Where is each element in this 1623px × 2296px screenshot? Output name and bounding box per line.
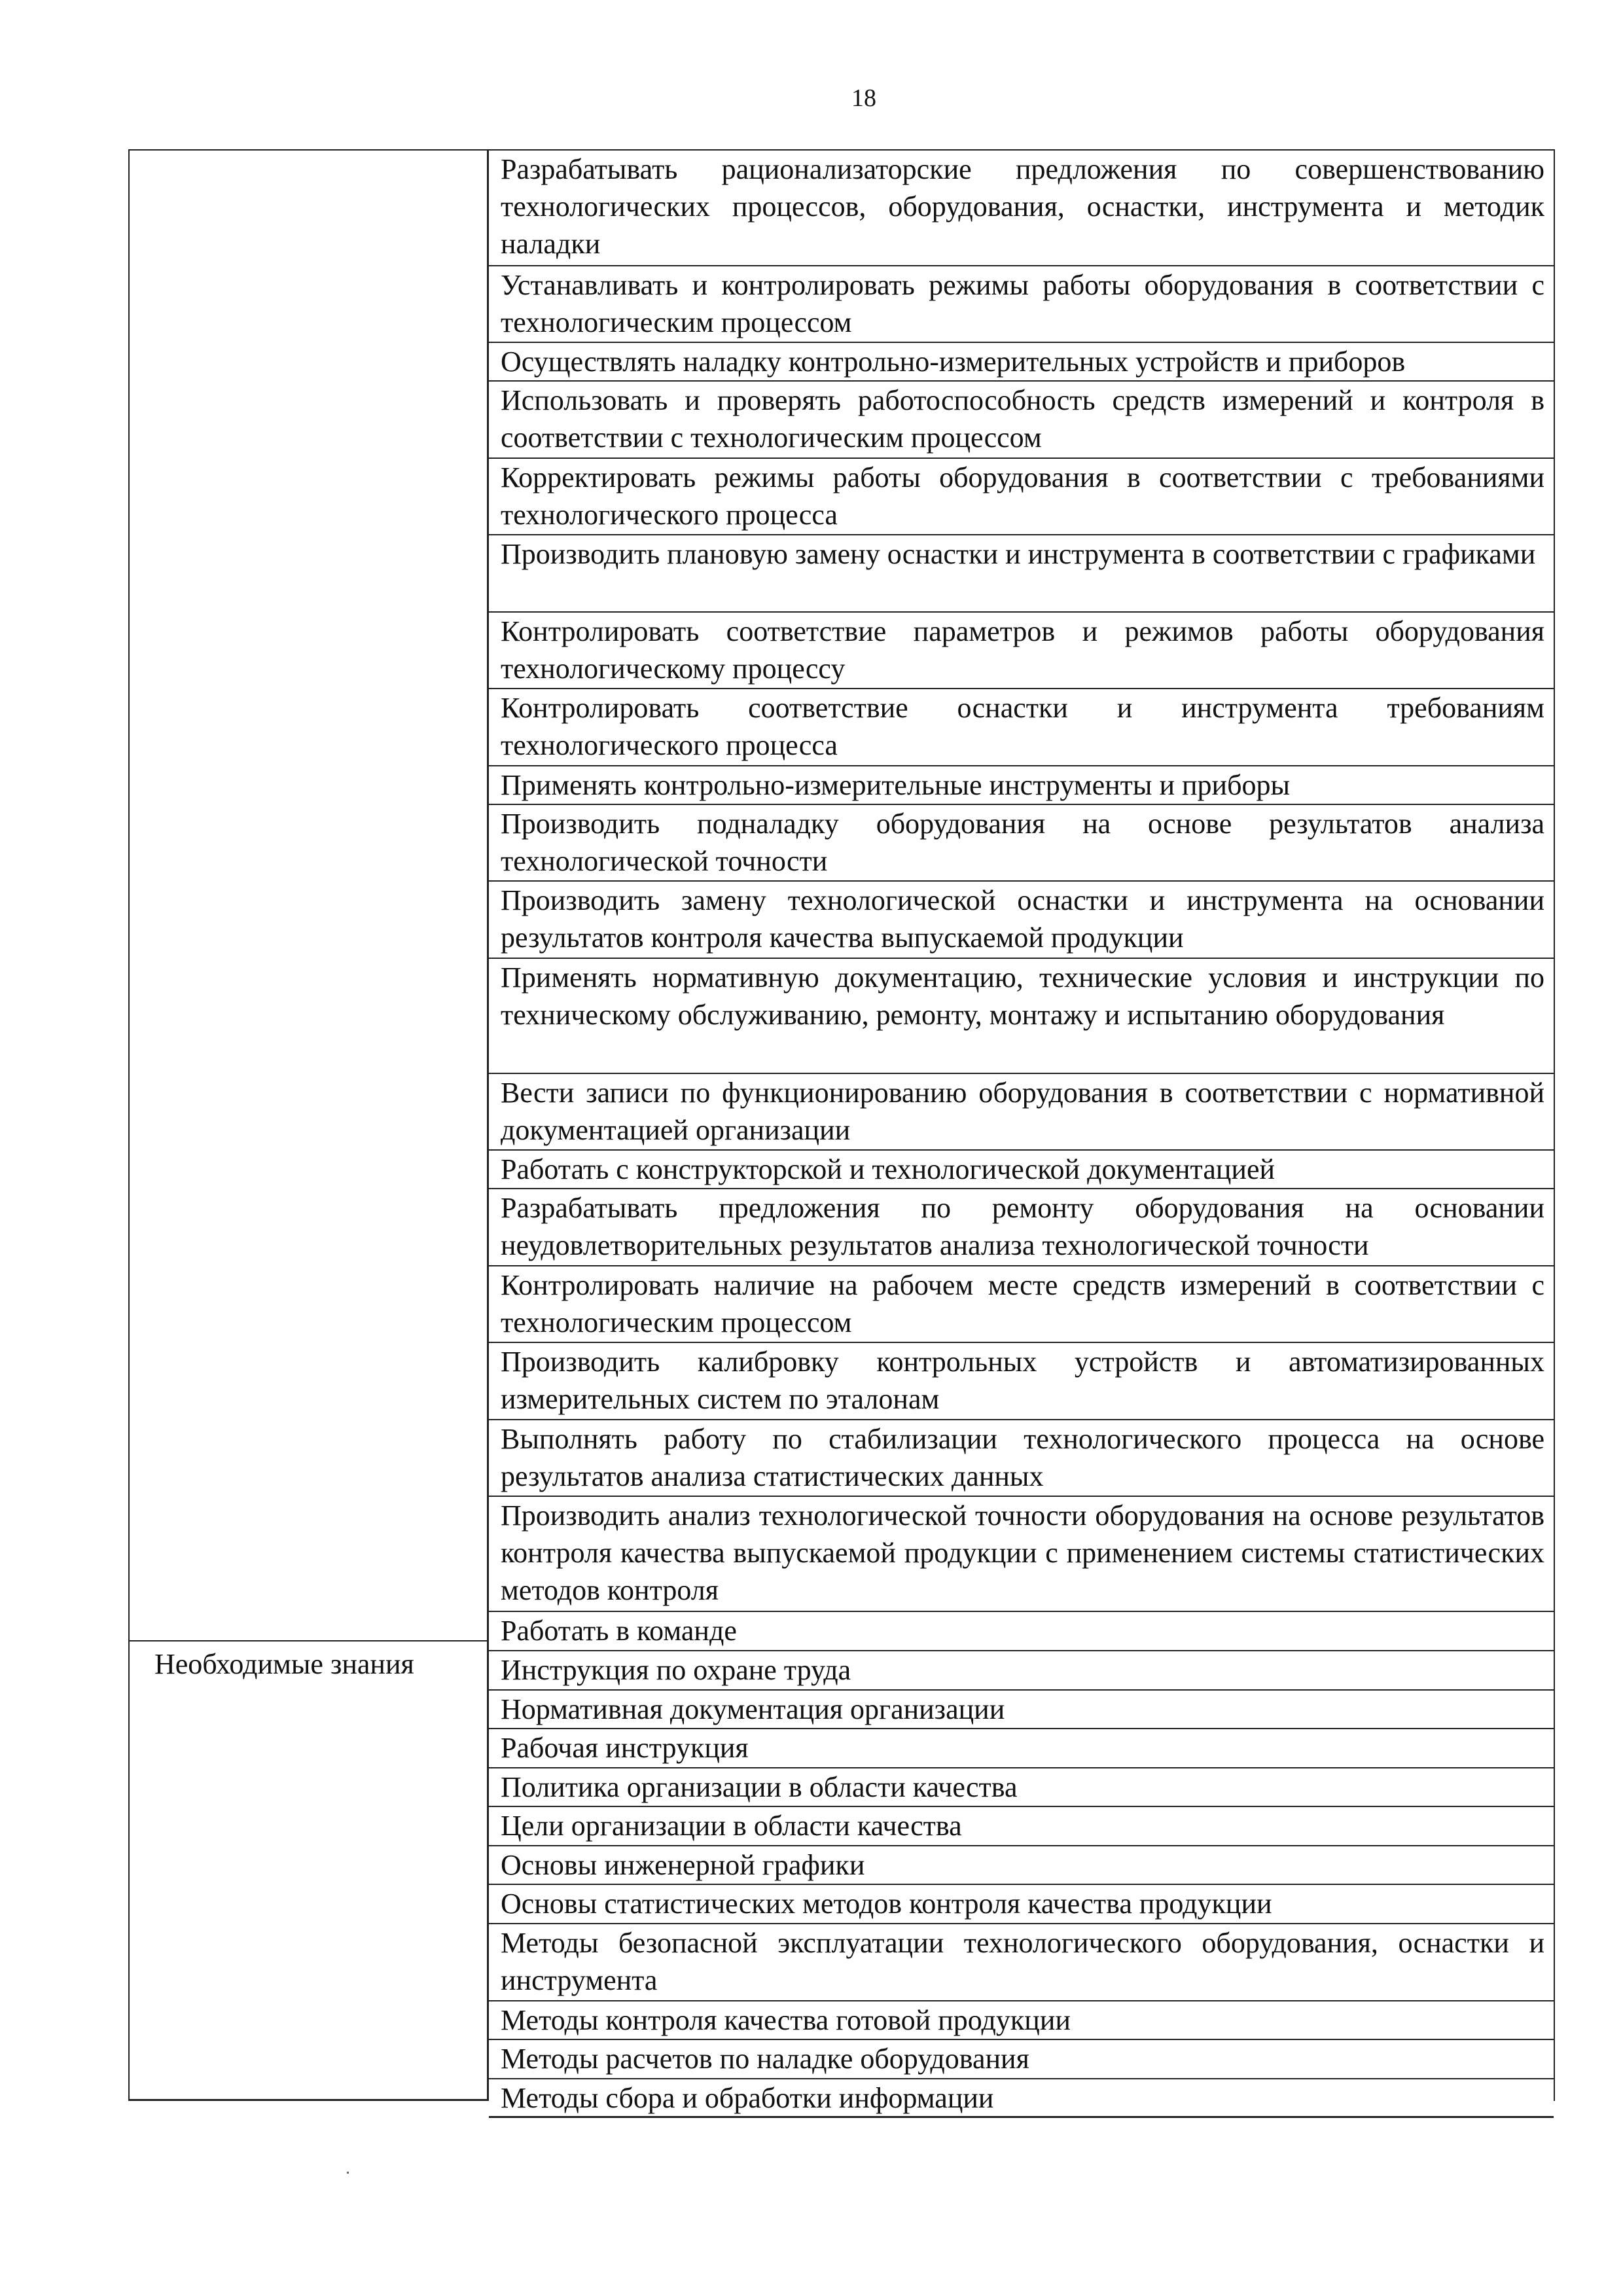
skill-cell: Работать в команде (489, 1612, 1554, 1651)
skill-cell: Работать с конструкторской и технологической документацией (489, 1151, 1554, 1189)
page-number: 18 (851, 84, 876, 112)
knowledge-cell: Основы инженерной графики (489, 1846, 1554, 1885)
knowledge-cell: Методы сбора и обработки информации (489, 2079, 1554, 2118)
knowledge-cell: Цели организации в области качества (489, 1807, 1554, 1846)
scan-speck (347, 2172, 349, 2174)
skill-cell: Производить калибровку контрольных устройств и автоматизированных измерительных систем по эталонам (489, 1343, 1554, 1420)
skill-cell: Контролировать наличие на рабочем месте средств измерений в соответствии с технологическим процессом (489, 1266, 1554, 1343)
skill-cell: Контролировать соответствие оснастки и инструмента требованиям технологического процесса (489, 689, 1554, 766)
knowledge-cell: Нормативная документация организации (489, 1691, 1554, 1729)
knowledge-cell: Методы безопасной эксплуатации технологического оборудования, оснастки и инструмента (489, 1924, 1554, 2001)
knowledge-cell: Инструкция по охране труда (489, 1651, 1554, 1691)
skill-cell: Контролировать соответствие параметров и режимов работы оборудования технологическому процессу (489, 613, 1554, 689)
knowledge-cell: Методы контроля качества готовой продукции (489, 2001, 1554, 2040)
knowledge-row-label: Необходимые знания (130, 1640, 487, 1683)
knowledge-cell: Основы статистических методов контроля качества продукции (489, 1885, 1554, 1924)
skill-cell: Выполнять работу по стабилизации технологического процесса на основе результатов анализа статистических данных (489, 1420, 1554, 1497)
skill-cell: Применять нормативную документацию, технические условия и инструкции по техническому обслуживанию, ремонту, монтажу и испытанию оборудования (489, 959, 1554, 1074)
skill-cell: Производить замену технологической оснастки и инструмента на основании результатов контроля качества выпускаемой продукции (489, 882, 1554, 959)
skill-cell: Устанавливать и контролировать режимы работы оборудования в соответствии с технологическим процессом (489, 266, 1554, 343)
left-column (128, 149, 487, 2101)
skill-cell: Применять контрольно-измерительные инструменты и приборы (489, 766, 1554, 805)
competency-table (128, 149, 1555, 2114)
right-column (487, 149, 1555, 2114)
skill-cell: Вести записи по функционированию оборудования в соответствии с нормативной документацией организации (489, 1074, 1554, 1151)
knowledge-cell: Рабочая инструкция (489, 1729, 1554, 1768)
knowledge-cell: Методы расчетов по наладке оборудования (489, 2040, 1554, 2079)
knowledge-cell: Политика организации в области качества (489, 1768, 1554, 1807)
skill-cell: Производить подналадку оборудования на основе результатов анализа технологической точности (489, 805, 1554, 882)
skill-cell: Осуществлять наладку контрольно-измерительных устройств и приборов (489, 343, 1554, 382)
skill-cell: Разрабатывать рационализаторские предложения по совершенствованию технологических процессов, оборудования, оснастки, инструмента и методик наладки (489, 151, 1554, 266)
skill-cell: Производить плановую замену оснастки и инструмента в соответствии с графиками (489, 535, 1554, 613)
skill-cell: Использовать и проверять работоспособность средств измерений и контроля в соответствии с технологическим процессом (489, 382, 1554, 459)
skill-cell: Производить анализ технологической точности оборудования на основе результатов контроля качества выпускаемой продукции с применением системы статистических методов контроля (489, 1497, 1554, 1612)
skill-cell: Разрабатывать предложения по ремонту оборудования на основании неудовлетворительных результатов анализа технологической точности (489, 1189, 1554, 1266)
skill-cell: Корректировать режимы работы оборудования в соответствии с требованиями технологического процесса (489, 459, 1554, 535)
